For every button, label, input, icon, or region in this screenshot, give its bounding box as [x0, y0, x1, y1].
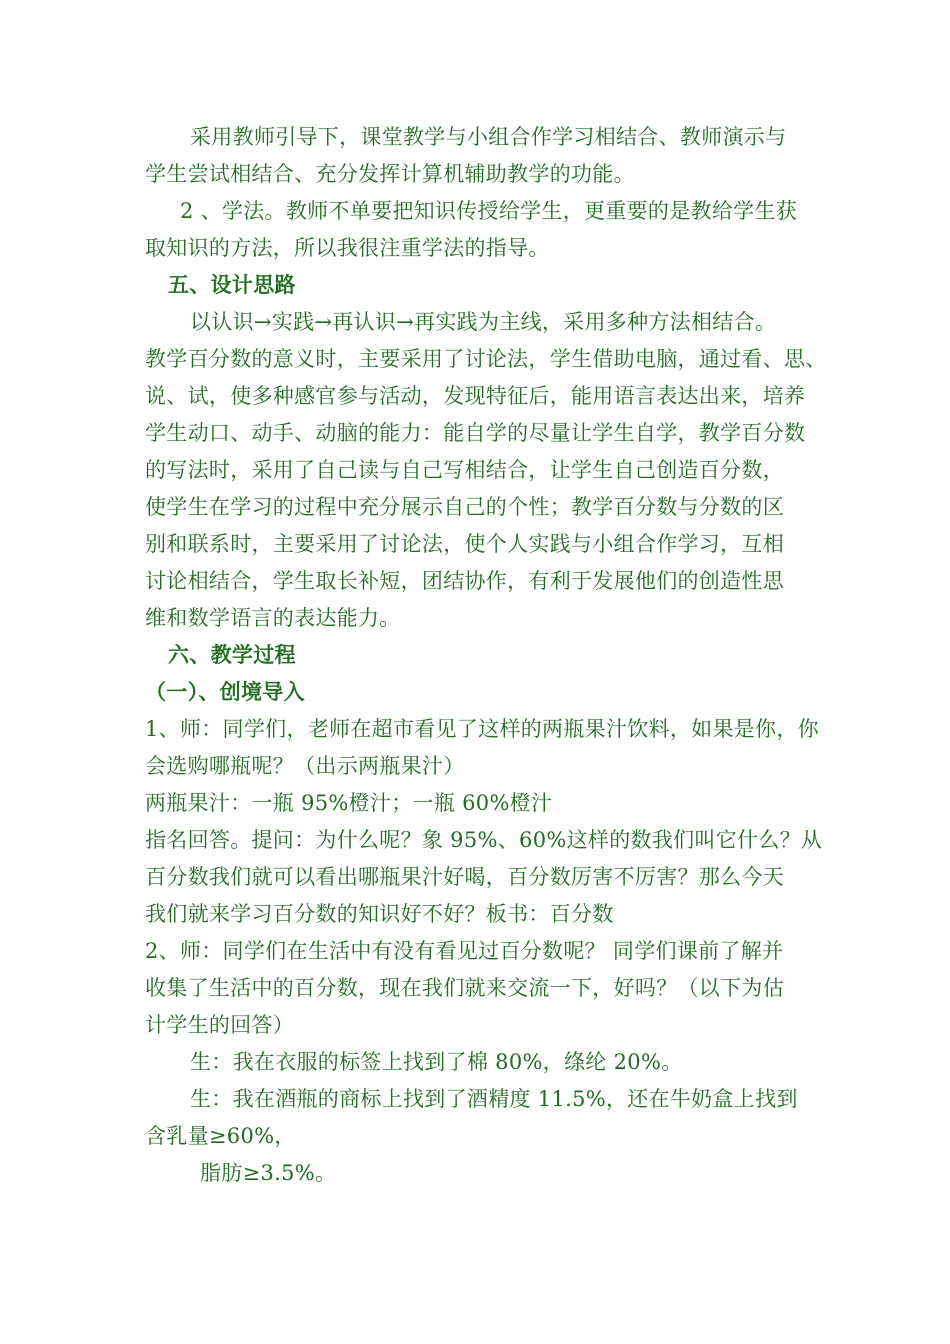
- body-text-line: 1、师：同学们，老师在超市看见了这样的两瓶果汁饮料，如果是你，你: [145, 717, 819, 741]
- body-text-line: 两瓶果汁：一瓶 95%橙汁；一瓶 60%橙汁: [145, 791, 553, 815]
- body-text-line: 以认识→实践→再认识→再实践为主线，采用多种方法相结合。: [190, 310, 777, 334]
- body-text-line: 学生尝试相结合、充分发挥计算机辅助教学的功能。: [145, 162, 635, 186]
- body-text-line: 的写法时，采用了自己读与自己写相结合，让学生自己创造百分数，: [145, 458, 784, 482]
- body-text-line: 讨论相结合，学生取长补短，团结协作，有利于发展他们的创造性思: [145, 569, 784, 593]
- body-text-line: 2 、学法。教师不单要把知识传授给学生，更重要的是教给学生获: [180, 199, 798, 223]
- body-text-line: 百分数我们就可以看出哪瓶果汁好喝，百分数厉害不厉害？那么今天: [145, 865, 784, 889]
- body-text-line: 说、试，使多种感官参与活动，发现特征后，能用语言表达出来，培养: [145, 384, 806, 408]
- body-text-line: 我们就来学习百分数的知识好不好？板书：百分数: [145, 902, 614, 926]
- subsection-heading-intro: （一）、创境导入: [145, 680, 305, 704]
- body-text-line: 教学百分数的意义时，主要采用了讨论法，学生借助电脑，通过看、思、: [145, 347, 827, 371]
- body-text-line: 别和联系时，主要采用了讨论法，使个人实践与小组合作学习，互相: [145, 532, 784, 556]
- body-text-line: 生：我在衣服的标签上找到了棉 80%，绦纶 20%。: [190, 1050, 683, 1074]
- body-text-line: 学生动口、动手、动脑的能力：能自学的尽量让学生自学，教学百分数: [145, 421, 806, 445]
- section-heading-teaching-process: 六、教学过程: [168, 643, 296, 667]
- body-text-line: 含乳量≥60%，: [145, 1124, 296, 1148]
- body-text-line: 取知识的方法，所以我很注重学法的指导。: [145, 236, 550, 260]
- body-text-line: 计学生的回答）: [145, 1013, 295, 1037]
- body-text-line: 2、师：同学们在生活中有没有看见过百分数呢？ 同学们课前了解并: [145, 939, 784, 963]
- body-text-line: 会选购哪瓶呢？（出示两瓶果汁）: [145, 754, 465, 778]
- body-text-line: 维和数学语言的表达能力。: [145, 606, 401, 630]
- body-text-line: 生：我在酒瓶的商标上找到了酒精度 11.5%，还在牛奶盒上找到: [190, 1087, 798, 1111]
- section-heading-design-ideas: 五、设计思路: [168, 273, 296, 297]
- body-text-line: 收集了生活中的百分数，现在我们就来交流一下，好吗？（以下为估: [145, 976, 784, 1000]
- body-text-line: 指名回答。提问：为什么呢？象 95%、60%这样的数我们叫它什么？从: [145, 828, 823, 852]
- body-text-line: 脂肪≥3.5%。: [200, 1161, 337, 1185]
- body-text-line: 使学生在学习的过程中充分展示自己的个性；教学百分数与分数的区: [145, 495, 784, 519]
- body-text-line: 采用教师引导下，课堂教学与小组合作学习相结合、教师演示与: [190, 125, 787, 149]
